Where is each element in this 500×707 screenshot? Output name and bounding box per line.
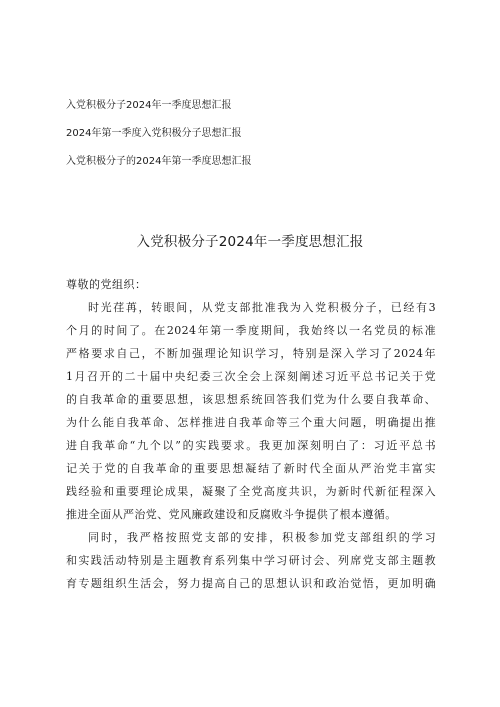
paragraph-line: 严格要求自己，不断加强理论知识学习，特别是深入学习了2024年 xyxy=(66,347,436,360)
paragraph-line: 个月的时间了。在2024年第一季度期间，我始终以一名党员的标准 xyxy=(66,324,436,337)
paragraph-line: 的自我革命的重要思想，该思想系统回答我们党为什么要自我革命、 xyxy=(66,393,436,406)
document-body xyxy=(66,273,436,595)
paragraph-line: 践经验和重要理论成果，凝聚了全党高度共识，为新时代新征程深入 xyxy=(66,485,436,498)
paragraph-line: 育专题组织生活会，努力提高自己的思想认识和政治觉悟，更加明确 xyxy=(66,577,436,590)
paragraph-line: 同时，我严格按照党支部的安排，积极参加党支部组织的学习 xyxy=(88,531,436,544)
paragraph-1 xyxy=(66,296,436,526)
paragraph-2 xyxy=(66,526,436,595)
paragraph-line: 为什么能自我革命、怎样推进自我革命等三个重大问题，明确提出推 xyxy=(66,416,436,429)
paragraph-line: 和实践活动特别是主题教育系列集中学习研讨会、列席党支部主题教 xyxy=(66,554,436,567)
toc-item-1: 入党积极分子2024年一季度思想汇报 xyxy=(66,100,232,111)
toc-item-2: 2024年第一季度入党积极分子思想汇报 xyxy=(66,128,242,139)
toc-list xyxy=(66,99,251,183)
paragraph-line: 记关于党的自我革命的重要思想凝结了新时代全面从严治党丰富实 xyxy=(66,462,436,475)
paragraph-line: 1月召开的二十届中央纪委三次全会上深刻阐述习近平总书记关于党 xyxy=(66,370,436,383)
paragraph-line: 推进全面从严治党、党风廉政建设和反腐败斗争提供了根本遵循。 xyxy=(66,508,397,521)
toc-item-3: 入党积极分子的2024年第一季度思想汇报 xyxy=(66,156,252,167)
document-title: 入党积极分子2024年一季度思想汇报 xyxy=(136,234,364,250)
paragraph-line: 时光荏苒，转眼间，从党支部批准我为入党积极分子，已经有3 xyxy=(88,301,436,314)
salutation: 尊敬的党组织： xyxy=(66,278,147,291)
paragraph-line: 进自我革命“九个以”的实践要求。我更加深刻明白了：习近平总书 xyxy=(66,439,436,452)
